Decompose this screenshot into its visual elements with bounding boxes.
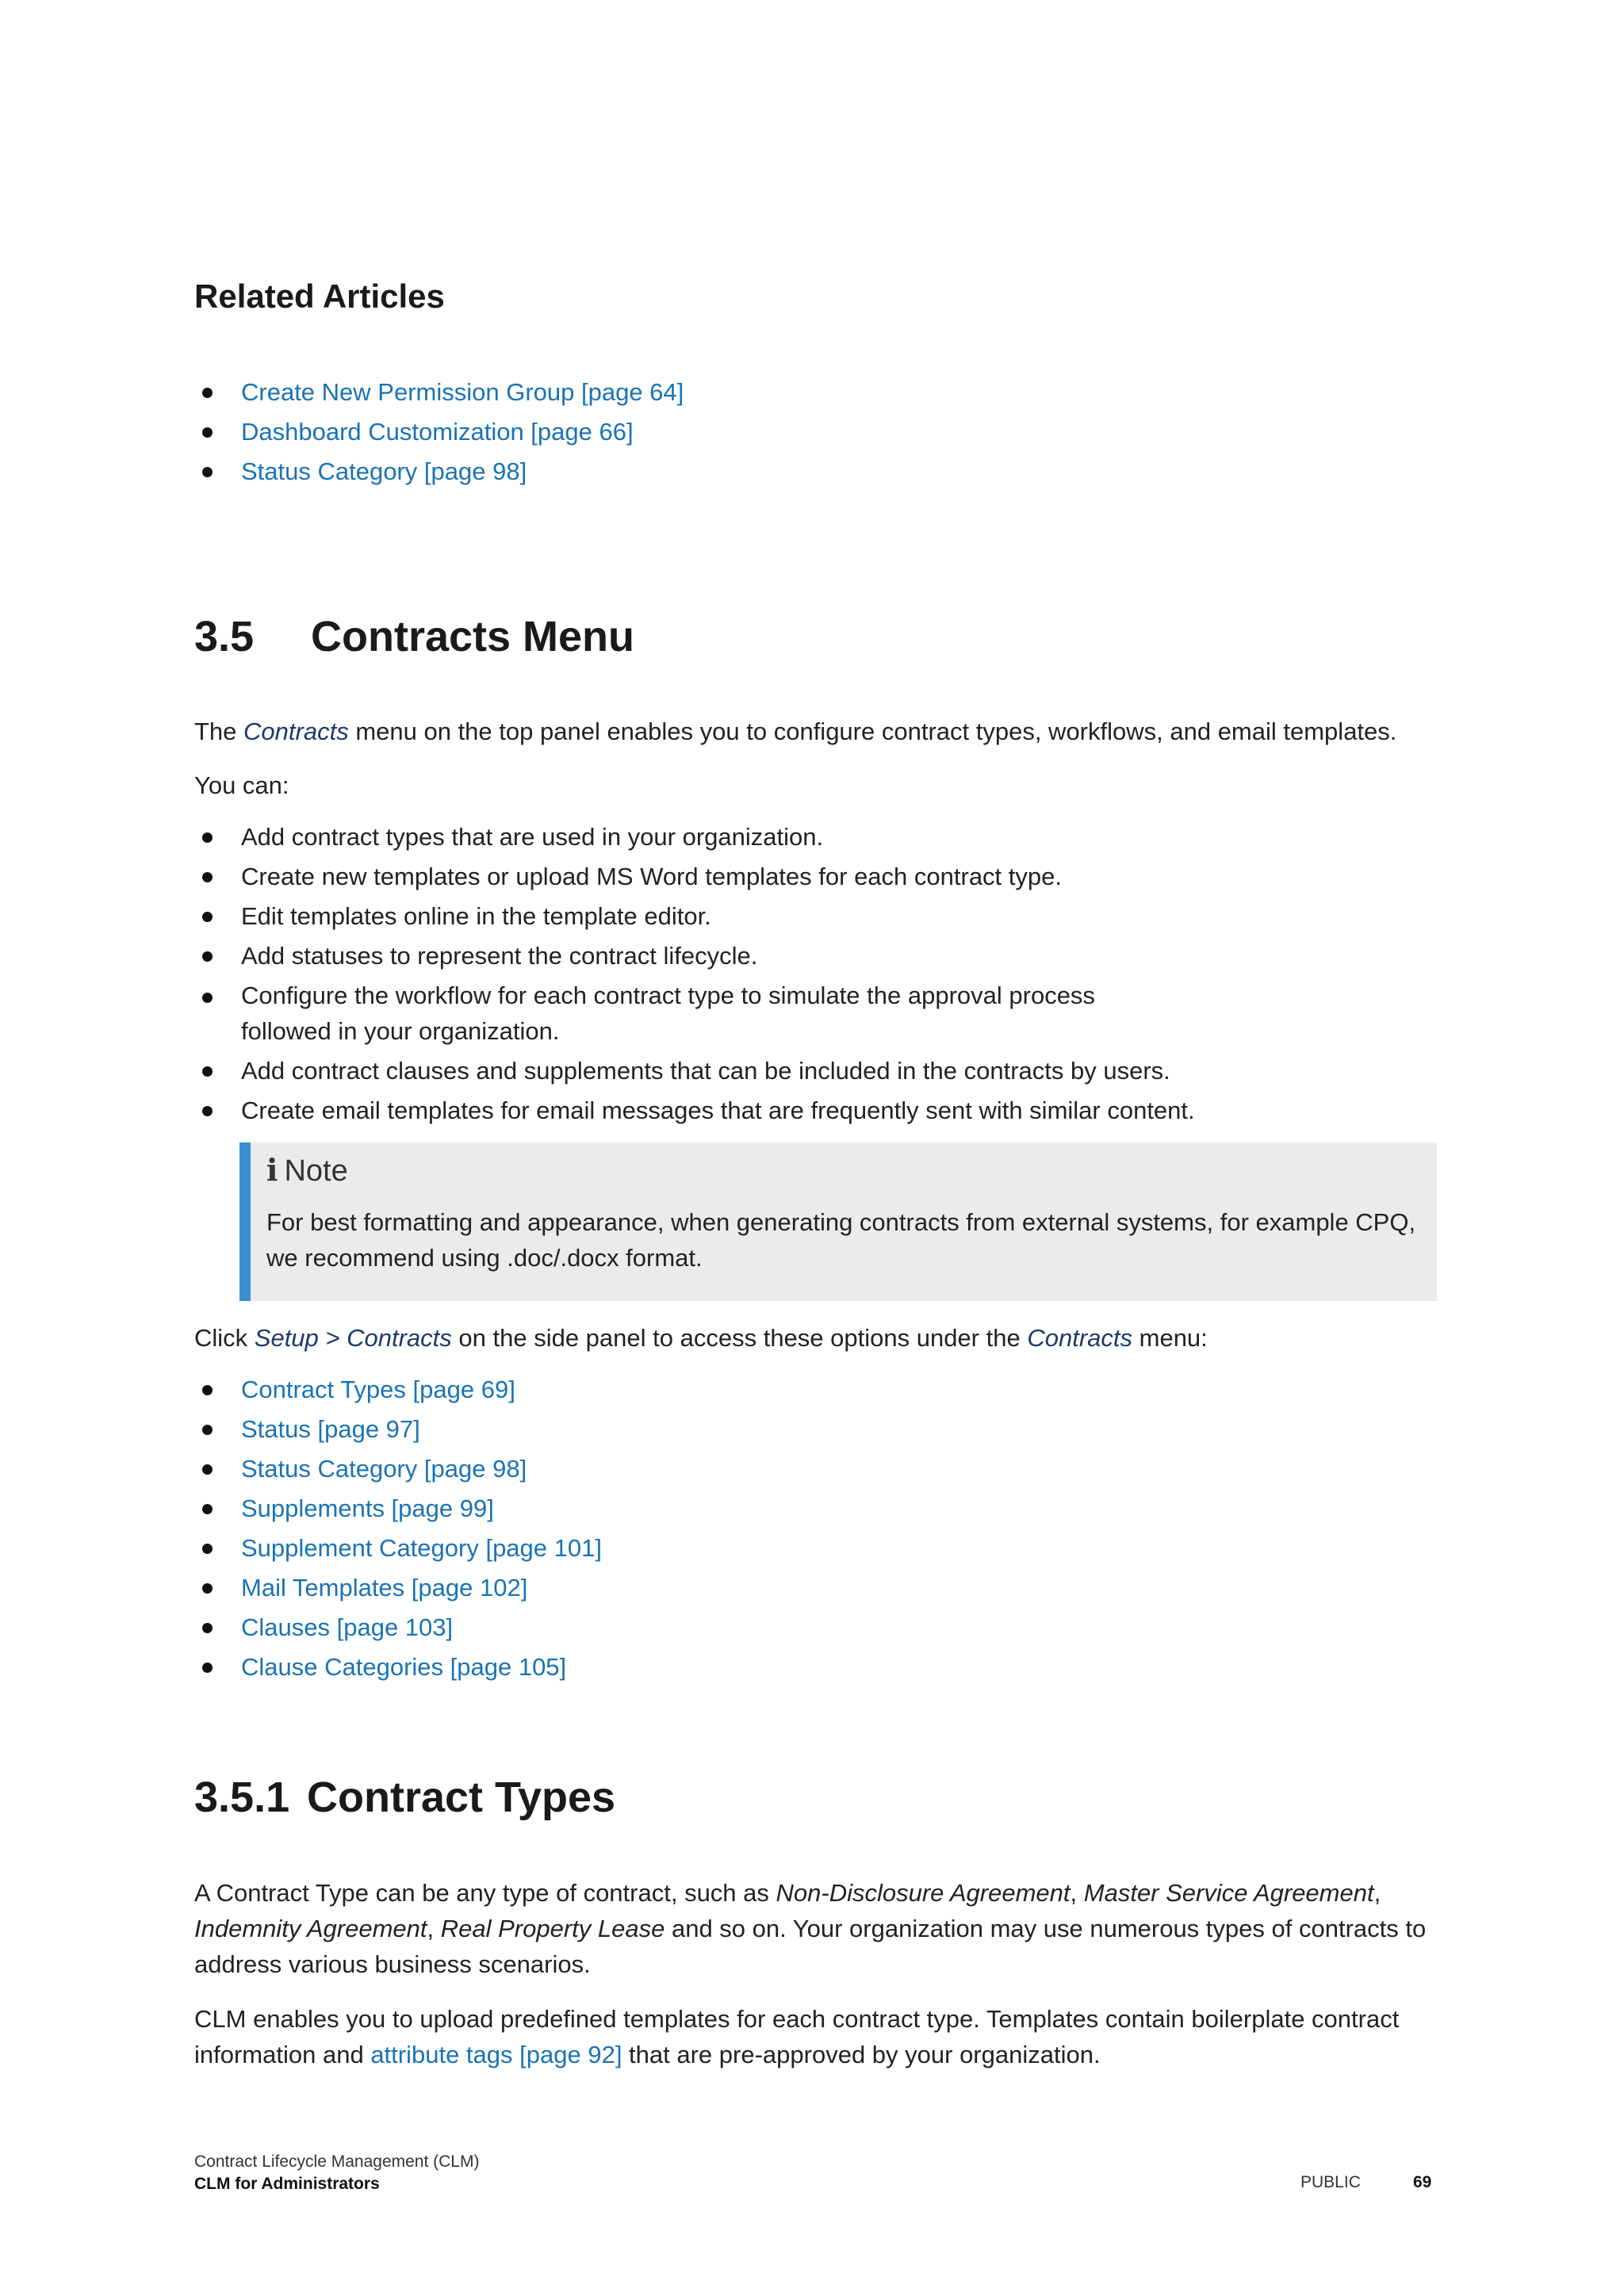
list-item <box>194 1449 1439 1489</box>
link-attribute-tags[interactable]: attribute tags [page 92] <box>370 2041 622 2068</box>
text-run: The <box>194 718 244 745</box>
info-icon: i <box>266 1152 278 1188</box>
text-run: menu on the top panel enables you to configure contract types, workflows, and email templates. <box>348 718 1397 745</box>
list-item: Add statuses to represent the contract lifecycle. <box>194 936 1439 976</box>
section-title: Contract Types <box>307 1774 616 1821</box>
section-title: Contracts Menu <box>311 613 635 660</box>
section-number: 3.5.1 <box>194 1774 290 1821</box>
list-item <box>194 452 1439 492</box>
list-item <box>194 412 1439 452</box>
section-heading-3-5-1 <box>194 1773 615 1822</box>
text-run: Click <box>194 1324 255 1352</box>
related-articles-heading: Related Articles <box>194 277 445 315</box>
list-item <box>194 1370 1439 1410</box>
link-status[interactable]: Status [page 97] <box>241 1415 420 1443</box>
text-run: CLM enables you to upload predefined templates for each contract type. Templates contain boilerplate contract information and <box>194 2005 1400 2068</box>
list-item: Edit templates online in the template editor. <box>194 897 1439 936</box>
text-run: A Contract Type can be any type of contract, such as <box>194 1879 776 1907</box>
italic-term: Indemnity Agreement <box>194 1915 427 1942</box>
related-articles-list <box>194 373 1439 492</box>
ui-term-contracts: Contracts <box>1027 1324 1133 1352</box>
text-run: menu: <box>1132 1324 1208 1352</box>
list-item: Add contract clauses and supplements that can be included in the contracts by users. <box>194 1051 1439 1091</box>
click-setup-paragraph <box>194 1320 1439 1356</box>
list-item <box>194 1608 1439 1647</box>
link-supplements[interactable]: Supplements [page 99] <box>241 1494 494 1522</box>
note-box <box>239 1142 1437 1301</box>
text-run: , <box>1070 1879 1084 1907</box>
note-title-text: Note <box>284 1154 348 1188</box>
capabilities-list <box>194 817 1439 1131</box>
text-run: that are pre-approved by your organization. <box>622 2041 1101 2068</box>
list-item <box>194 1410 1439 1449</box>
list-item <box>194 1529 1439 1568</box>
contracts-menu-links <box>194 1370 1439 1687</box>
list-item: Create email templates for email messages that are frequently sent with similar content. <box>194 1091 1439 1131</box>
ui-term-contracts: Contracts <box>243 718 349 745</box>
list-item <box>194 1568 1439 1608</box>
text-run: , <box>1373 1879 1381 1907</box>
italic-term: Non-Disclosure Agreement <box>776 1879 1071 1907</box>
link-status-category[interactable]: Status Category [page 98] <box>241 1455 527 1483</box>
link-contract-types[interactable]: Contract Types [page 69] <box>241 1376 515 1403</box>
text-run: and so on. Your organization may use numerous types of contracts to address various business scenarios. <box>194 1915 1427 1978</box>
contract-types-paragraph-2 <box>194 2001 1439 2072</box>
contracts-intro-paragraph <box>194 714 1439 749</box>
contract-types-paragraph-1 <box>194 1875 1439 1982</box>
list-item <box>194 1489 1439 1529</box>
text-run: , <box>427 1915 441 1942</box>
italic-term: Master Service Agreement <box>1083 1879 1374 1907</box>
section-number: 3.5 <box>194 613 255 660</box>
link-mail-templates[interactable]: Mail Templates [page 102] <box>241 1574 528 1601</box>
footer-page-number: 69 <box>1413 2173 1432 2191</box>
footer-doc-title: Contract Lifecycle Management (CLM) <box>194 2152 480 2171</box>
italic-term: Real Property Lease <box>440 1915 665 1942</box>
link-supplement-category[interactable]: Supplement Category [page 101] <box>241 1534 602 1562</box>
link-clause-categories[interactable]: Clause Categories [page 105] <box>241 1653 567 1681</box>
text-run: on the side panel to access these options under the <box>451 1324 1028 1352</box>
footer-document-info <box>194 2151 479 2195</box>
link-clauses[interactable]: Clauses [page 103] <box>241 1613 454 1641</box>
list-item: Configure the workflow for each contract type to simulate the approval process followed in your organization. <box>194 976 1439 1051</box>
link-status-category[interactable]: Status Category [page 98] <box>241 457 527 485</box>
list-item: Create new templates or upload MS Word templates for each contract type. <box>194 857 1439 897</box>
footer-doc-subtitle: CLM for Administrators <box>194 2175 380 2193</box>
list-item: Add contract types that are used in your organization. <box>194 817 1439 857</box>
you-can-text: You can: <box>194 771 289 799</box>
link-dashboard-customization[interactable]: Dashboard Customization [page 66] <box>241 418 634 446</box>
ui-path-setup-contracts: Setup > Contracts <box>254 1324 452 1352</box>
note-text: For best formatting and appearance, when generating contracts from external systems, for example CPQ, we recommend using .doc/.docx format. <box>266 1208 1416 1272</box>
note-title <box>266 1152 348 1188</box>
list-item <box>194 1647 1439 1687</box>
section-heading-3-5 <box>194 612 634 661</box>
list-item <box>194 373 1439 412</box>
link-create-permission-group[interactable]: Create New Permission Group [page 64] <box>241 378 684 406</box>
footer-classification: PUBLIC <box>1300 2173 1361 2191</box>
